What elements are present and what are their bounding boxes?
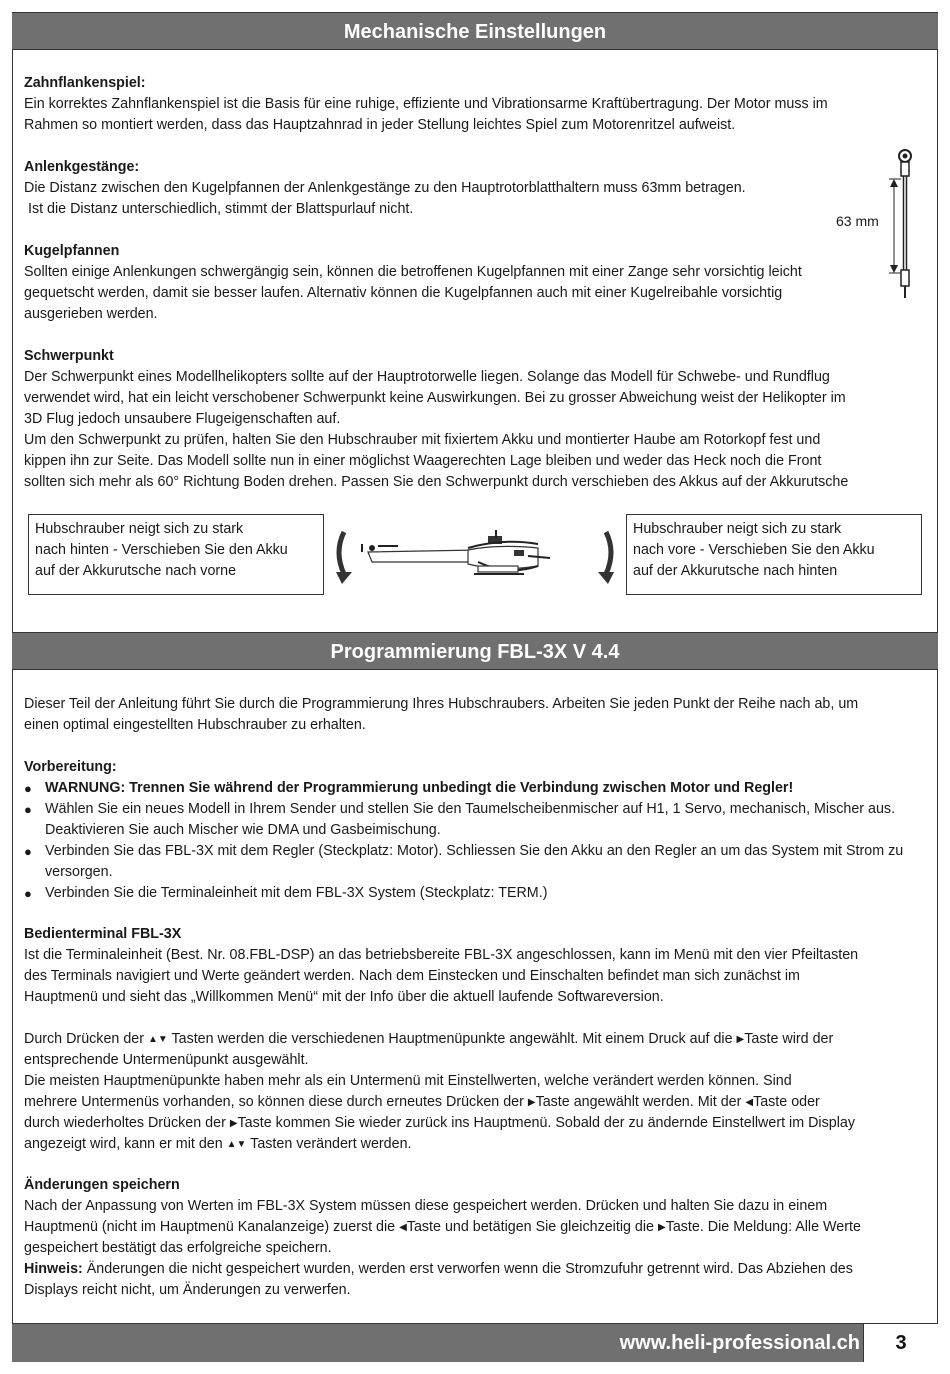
list-item: ● Verbinden Sie die Terminaleinheit mit dem FBL-3X System (Steckplatz: TERM.) [24, 883, 938, 904]
text-line: sollten sich mehr als 60° Richtung Boden drehen. Passen Sie den Schwerpunkt durch verschieben des Akkus auf der Akkurutsche [24, 474, 849, 490]
text-line: Hauptmenü und sieht das „Willkommen Menü“ mit der Info über die aktuell laufende Softwareversion. [24, 989, 664, 1005]
vorbereitung-list [24, 778, 938, 904]
box-nose-heavy [626, 514, 922, 595]
text-line: gequetscht werden, damit sie besser laufen. Alternativ können die Kugelpfannen auch mit einer Kugelreibahle vorsichtig [24, 285, 783, 301]
helicopter-balance-illustration [328, 522, 622, 590]
text-line: Ein korrektes Zahnflankenspiel ist die Basis für eine ruhige, effiziente und Vibrationsarme Kraftübertragung. Der Motor muss im [24, 96, 828, 112]
section-title-programming: Programmierung FBL-3X V 4.4 [12, 632, 938, 670]
text-line: Durch Drücken der ▲▼ Tasten werden die verschiedenen Hauptmenüpunkte angewählt. Mit einem Druck auf die ▶Taste wird der [24, 1031, 834, 1047]
anlenkgestaenge-block [24, 157, 844, 220]
heading-terminal: Bedienterminal FBL-3X [24, 926, 182, 942]
text-line: Um den Schwerpunkt zu prüfen, halten Sie den Hubschrauber mit fixiertem Akku und montierter Haube am Rotorkopf fest und [24, 432, 821, 448]
heading-vorbereitung: Vorbereitung: [24, 759, 117, 775]
text-line: durch wiederholtes Drücken der ▶Taste kommen Sie wieder zurück ins Hauptmenü. Sobald der zu ändernde Einstellwert im Display [24, 1115, 855, 1131]
linkage-rod-illustration [880, 146, 930, 306]
heading-kugelpfannen: Kugelpfannen [24, 243, 120, 259]
text-line: 3D Flug jedoch unsaubere Flugeigenschaften auf. [24, 411, 341, 427]
text-line: Rahmen so montiert werden, dass das Hauptzahnrad in jeder Stellung leichtes Spiel zum Motorenritzel aufweist. [24, 117, 736, 133]
up-down-arrow-icon: ▲▼ [226, 1139, 247, 1150]
text-line: Die Distanz zwischen den Kugelpfannen der Anlenkgestänge zu den Hauptrotorblatthaltern muss 63mm betragen. [24, 180, 746, 196]
text-line: gespeichert bestätigt das erfolgreiche speichern. [24, 1240, 332, 1256]
right-arrow-icon: ▶ [527, 1097, 536, 1108]
heading-zahnflankenspiel: Zahnflankenspiel: [24, 75, 146, 91]
text-line: Die meisten Hauptmenüpunkte haben mehr als ein Untermenü mit Einstellwerten, welche verändert werden können. Sind [24, 1073, 792, 1089]
text-line: Ist die Terminaleinheit (Best. Nr. 08.FBL-DSP) an das betriebsbereite FBL-3X angeschlossen, kann im Menü mit den vier Pfeiltasten [24, 947, 859, 963]
text-line: Dieser Teil der Anleitung führt Sie durch die Programmierung Ihres Hubschraubers. Arbeiten Sie jeden Punkt der Reihe nach ab, um [24, 696, 859, 712]
text-line: ausgerieben werden. [24, 306, 158, 322]
box-line: Hubschrauber neigt sich zu stark [35, 521, 244, 537]
hint-label: Hinweis: [24, 1261, 83, 1277]
box-line: auf der Akkurutsche nach hinten [633, 563, 838, 579]
text-line: mehrere Untermenüs vorhanden, so können diese durch erneutes Drücken der ▶Taste angewählt werden. Mit der ◀Taste oder [24, 1094, 820, 1110]
list-item-warning: ● WARNUNG: Trennen Sie während der Programmierung unbedingt die Verbindung zwischen Motor und Regler! [24, 778, 938, 799]
text-line: Sollten einige Anlenkungen schwergängig sein, können die betroffenen Kugelpfannen mit einer Zange sehr vorsichtig leicht [24, 264, 802, 280]
right-arrow-icon: ▶ [229, 1118, 238, 1129]
speichern-block [24, 1175, 938, 1301]
heading-anlenkgestaenge: Anlenkgestänge: [24, 159, 140, 175]
list-item: ● Verbinden Sie das FBL-3X mit dem Regler (Steckplatz: Motor). Schliessen Sie den Akku an den Regler an um das System mit Strom zu versorgen. [24, 841, 938, 883]
text-line: verwendet wird, hat ein leicht verschobener Schwerpunkt keine Auswirkungen. Bei zu grosser Abweichung weist der Helikopter im [24, 390, 846, 406]
box-line: nach vore - Verschieben Sie den Akku [633, 542, 875, 558]
right-arrow-icon: ▶ [736, 1034, 745, 1045]
text-line: angezeigt wird, kann er mit den ▲▼ Tasten verändert werden. [24, 1136, 412, 1152]
text-line: Der Schwerpunkt eines Modellhelikopters sollte auf der Hauptrotorwelle liegen. Solange das Modell für Schwebe- und Rundflug [24, 369, 830, 385]
box-line: nach hinten - Verschieben Sie den Akku [35, 542, 288, 558]
heading-schwerpunkt: Schwerpunkt [24, 348, 114, 364]
text-line: Hinweis: Änderungen die nicht gespeichert wurden, werden erst verworfen wenn die Stromzufuhr getrennt wird. Das Abziehen des [24, 1261, 853, 1277]
text-line: Ist die Distanz unterschiedlich, stimmt der Blattspurlauf nicht. [24, 201, 414, 217]
box-tail-heavy [28, 514, 324, 595]
left-arrow-icon: ◀ [399, 1222, 407, 1233]
left-arrow-icon: ◀ [745, 1097, 754, 1108]
heading-speichern: Änderungen speichern [24, 1177, 180, 1193]
kugelpfannen-block [24, 241, 874, 325]
schwerpunkt-block [24, 346, 938, 493]
zahnflankenspiel-block [24, 73, 938, 136]
section-title-mechanical: Mechanische Einstellungen [12, 12, 938, 50]
text-line: entsprechende Untermenüpunkt ausgewählt. [24, 1052, 309, 1068]
vorbereitung-block [24, 757, 938, 904]
text-line: des Terminals navigiert und Werte geändert werden. Nach dem Einstecken und Einschalten befindet man sich zunächst im [24, 968, 800, 984]
footer-url: www.heli-professional.ch [619, 1332, 860, 1354]
box-line: Hubschrauber neigt sich zu stark [633, 521, 842, 537]
text-line: einen optimal eingestellten Hubschrauber zu erhalten. [24, 717, 366, 733]
terminal-block [24, 924, 938, 1155]
page-footer [12, 1323, 938, 1362]
box-line: auf der Akkurutsche nach vorne [35, 563, 237, 579]
dimension-label: 63 mm [836, 213, 879, 229]
page-number: 3 [863, 1324, 938, 1362]
right-arrow-icon: ▶ [657, 1222, 666, 1233]
intro-block [24, 694, 938, 736]
text-line: Hauptmenü (nicht im Hauptmenü Kanalanzeige) zuerst die ◀Taste und betätigen Sie gleichzeitig die ▶Taste. Die Meldung: Alle Werte [24, 1219, 861, 1235]
text-line: Displays reicht nicht, um Änderungen zu verwerfen. [24, 1282, 351, 1298]
up-down-arrow-icon: ▲▼ [147, 1034, 168, 1045]
text-line: Nach der Anpassung von Werten im FBL-3X System müssen diese gespeichert werden. Drücken und halten Sie dazu in einem [24, 1198, 828, 1214]
list-item: ● Wählen Sie ein neues Modell in Ihrem Sender und stellen Sie den Taumelscheibenmischer auf H1, 1 Servo, mechanisch, Mischer aus. Deaktivieren Sie auch Mischer wie DMA und Gasbeimischung. [24, 799, 938, 841]
text-line: kippen ihn zur Seite. Das Modell sollte nun in einer möglichst Waagerechten Lage bleiben und weder das Heck noch die Front [24, 453, 822, 469]
